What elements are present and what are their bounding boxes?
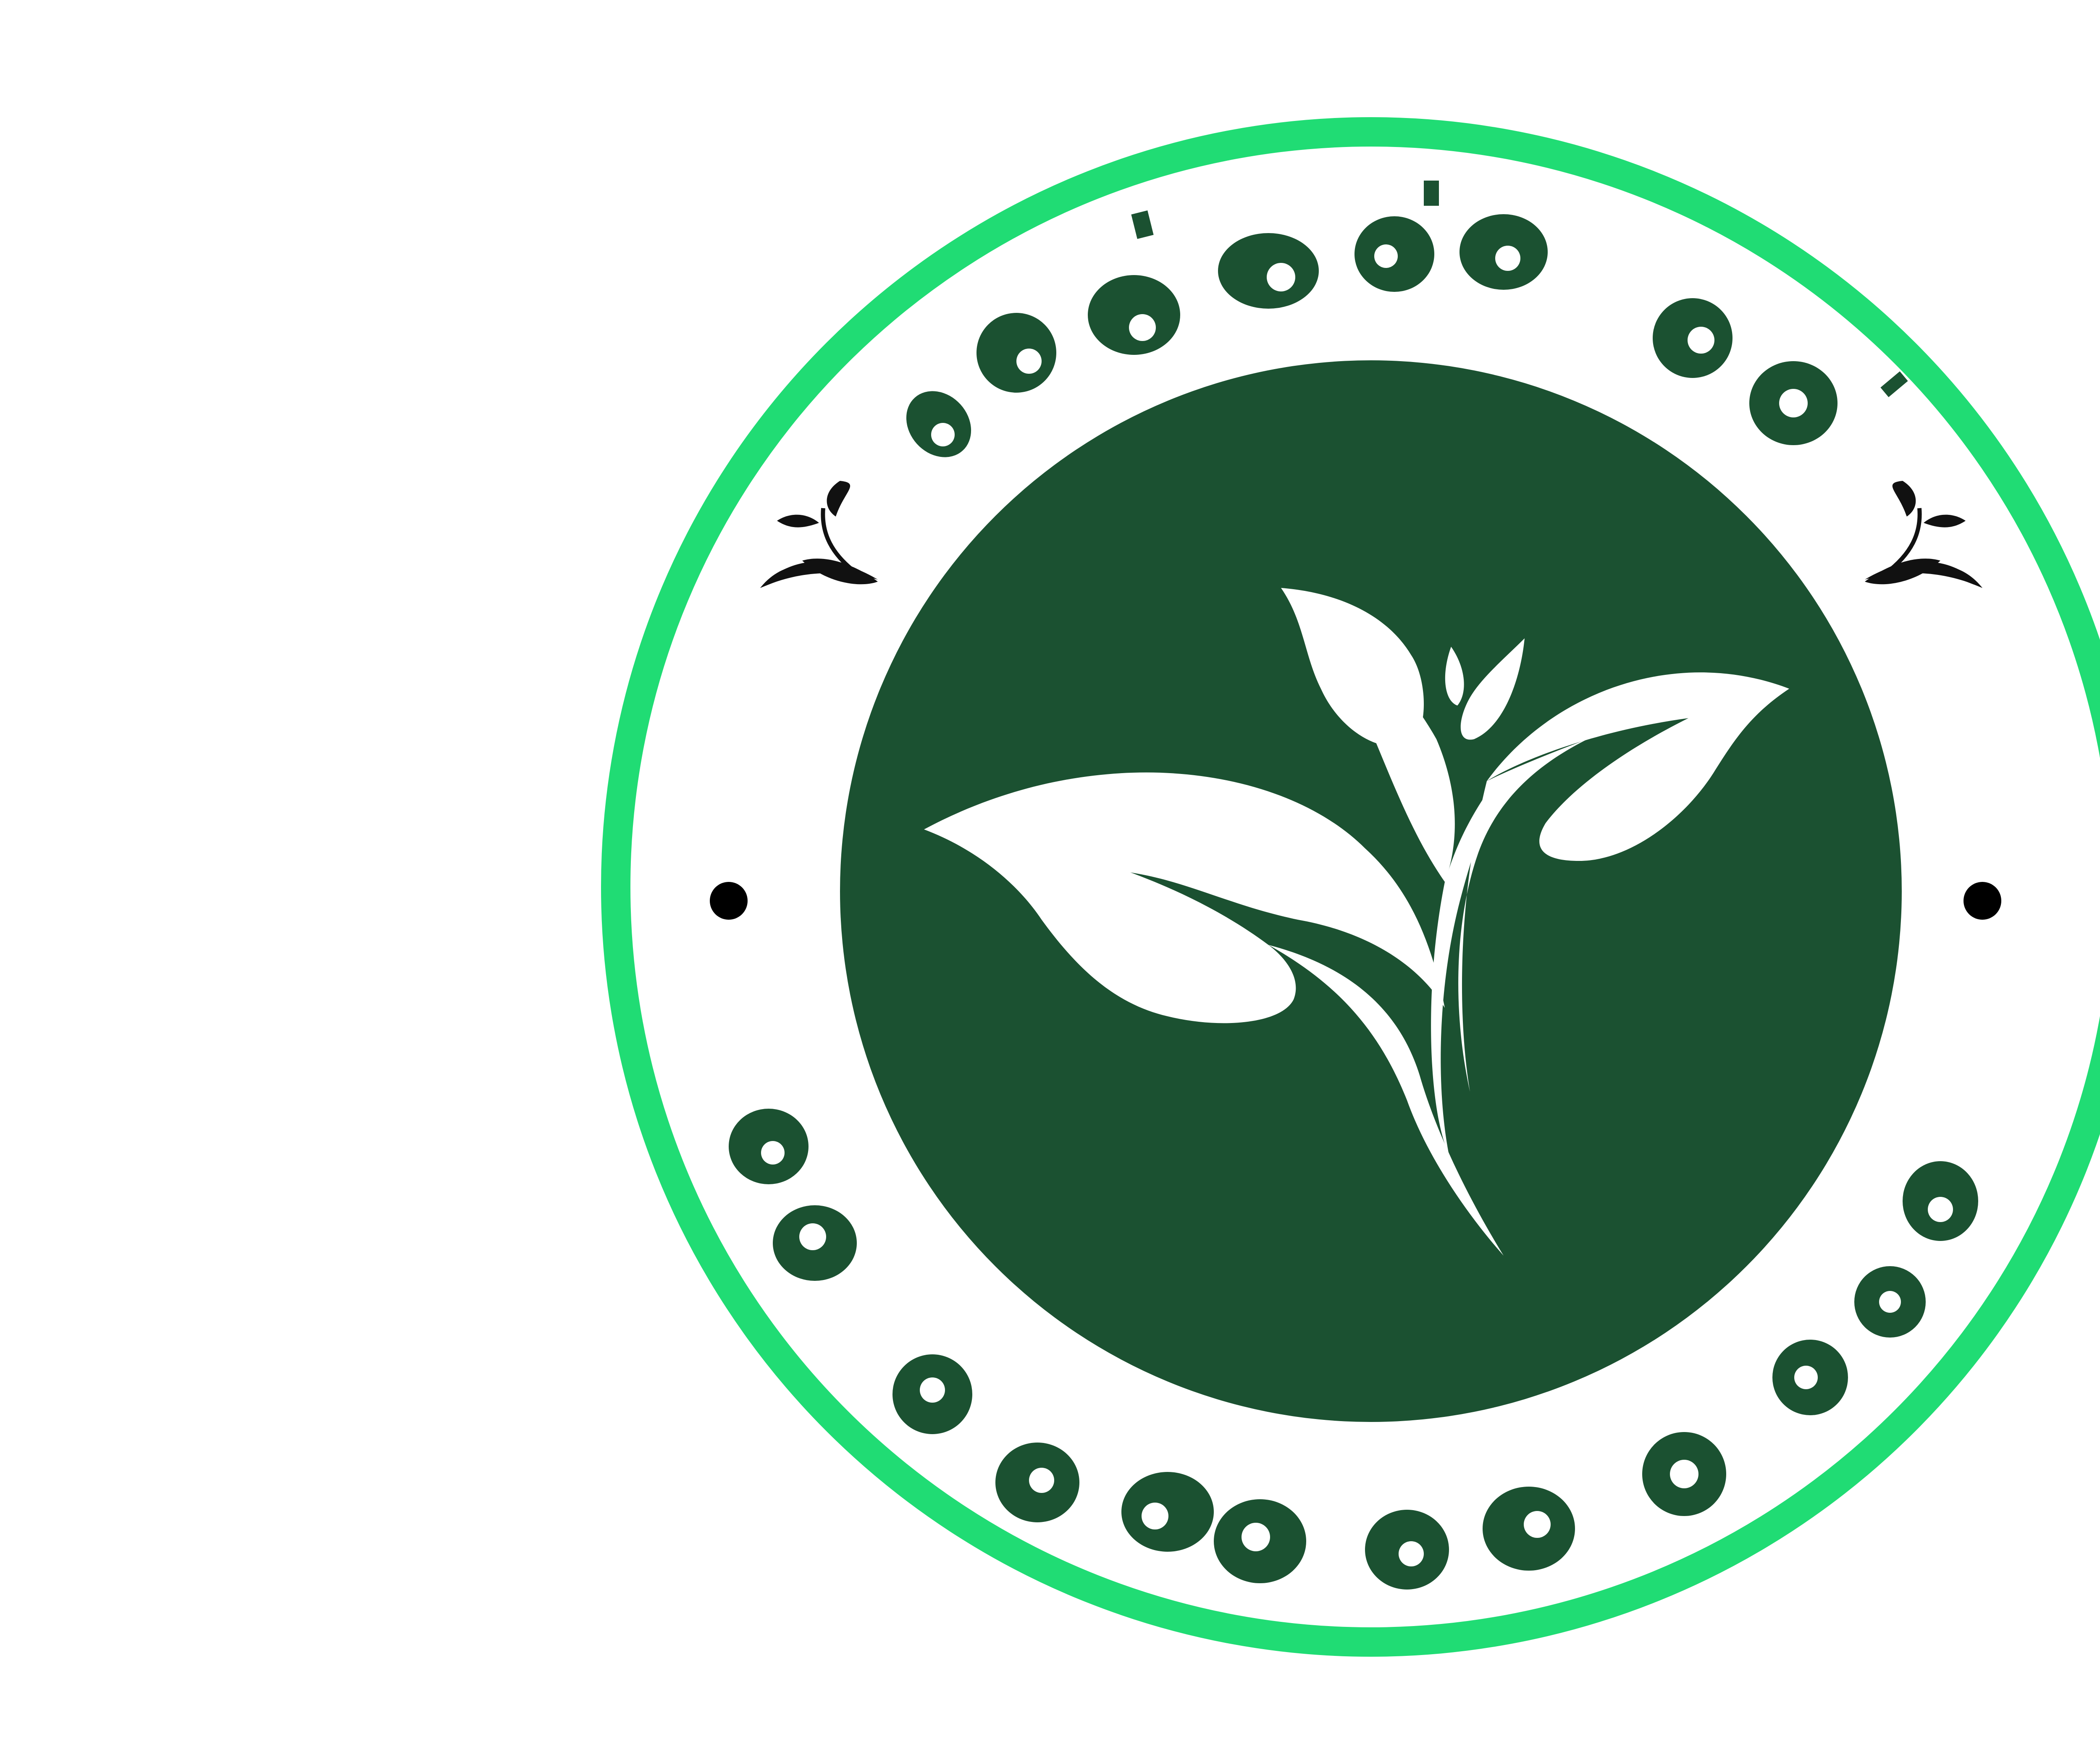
left-dot-separator [710, 882, 748, 920]
right-dot-separator [1964, 882, 2001, 920]
